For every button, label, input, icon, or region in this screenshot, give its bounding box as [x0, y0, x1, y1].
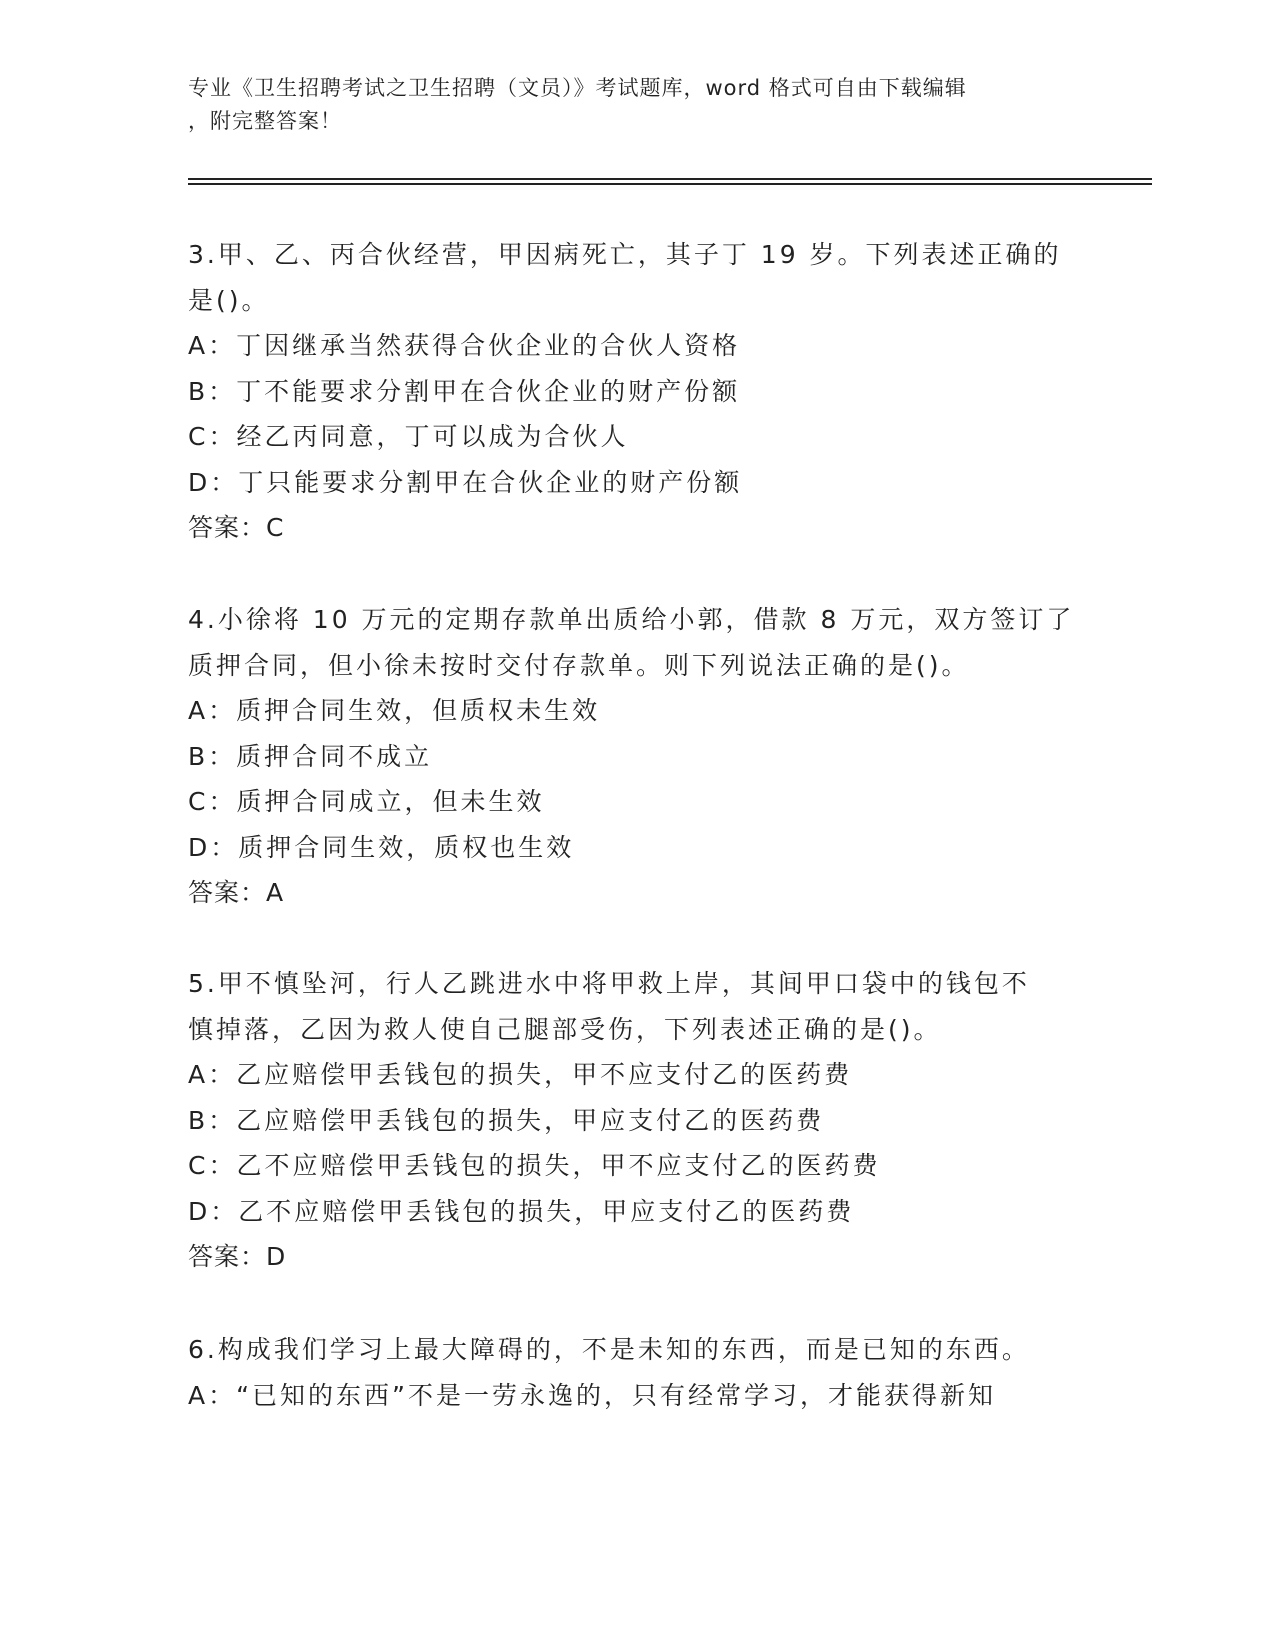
answer-value: C	[266, 513, 285, 542]
answer-label: 答案：	[188, 878, 267, 907]
option-d: D：丁只能要求分割甲在合伙企业的财产份额	[188, 467, 743, 497]
question-stem-line: 6.构成我们学习上最大障碍的，不是未知的东西，而是已知的东西。	[188, 1335, 1030, 1364]
answer-label: 答案：	[188, 513, 267, 542]
option-a: A：“已知的东西”不是一劳永逸的，只有经常学习，才能获得新知	[188, 1380, 997, 1410]
option-a: A：丁因继承当然获得合伙企业的合伙人资格	[188, 331, 741, 360]
option-b: B：丁不能要求分割甲在合伙企业的财产份额	[188, 376, 741, 406]
answer-value: D	[266, 1242, 287, 1271]
answer-label: 答案：	[188, 1242, 267, 1271]
answer-line	[188, 1234, 1088, 1280]
option-c: C：经乙丙同意，丁可以成为合伙人	[188, 422, 629, 451]
answer-value: A	[266, 878, 285, 907]
option-b: B：乙应赔偿甲丢钱包的损失，甲应支付乙的医药费	[188, 1105, 825, 1135]
option-a: A：质押合同生效，但质权未生效	[188, 696, 601, 725]
question-stem-line: 4.小徐将 10 万元的定期存款单出质给小郭，借款 8 万元，双方签订了	[188, 605, 1075, 634]
header-line-2: ，附完整答案！	[188, 109, 342, 133]
option-a: A：乙应赔偿甲丢钱包的损失，甲不应支付乙的医药费	[188, 1060, 853, 1089]
question-stem-line: 是()。	[188, 285, 270, 315]
question-stem-line: 3.甲、乙、丙合伙经营，甲因病死亡，其子丁 19 岁。下列表述正确的	[188, 240, 1062, 269]
question-5	[188, 961, 1088, 1280]
option-b: B：质押合同不成立	[188, 741, 433, 771]
question-4	[188, 597, 1088, 916]
answer-line	[188, 870, 1088, 916]
document-header	[188, 72, 1088, 138]
header-divider-bottom	[188, 183, 1152, 185]
option-c: C：质押合同成立，但未生效	[188, 787, 545, 816]
question-stem-line: 5.甲不慎坠河，行人乙跳进水中将甲救上岸，其间甲口袋中的钱包不	[188, 969, 1030, 998]
question-6	[188, 1327, 1088, 1418]
question-3	[188, 232, 1088, 551]
option-d: D：乙不应赔偿甲丢钱包的损失，甲应支付乙的医药费	[188, 1196, 855, 1226]
option-c: C：乙不应赔偿甲丢钱包的损失，甲不应支付乙的医药费	[188, 1151, 881, 1180]
option-d: D：质押合同生效，质权也生效	[188, 832, 575, 862]
header-line-1: 专业《卫生招聘考试之卫生招聘（文员）》考试题库，word 格式可自由下载编辑	[188, 76, 967, 100]
header-divider-top	[188, 178, 1152, 180]
answer-line	[188, 505, 1088, 551]
question-stem-line: 质押合同，但小徐未按时交付存款单。则下列说法正确的是()。	[188, 650, 970, 680]
question-stem-line: 慎掉落，乙因为救人使自己腿部受伤，下列表述正确的是()。	[188, 1014, 942, 1044]
